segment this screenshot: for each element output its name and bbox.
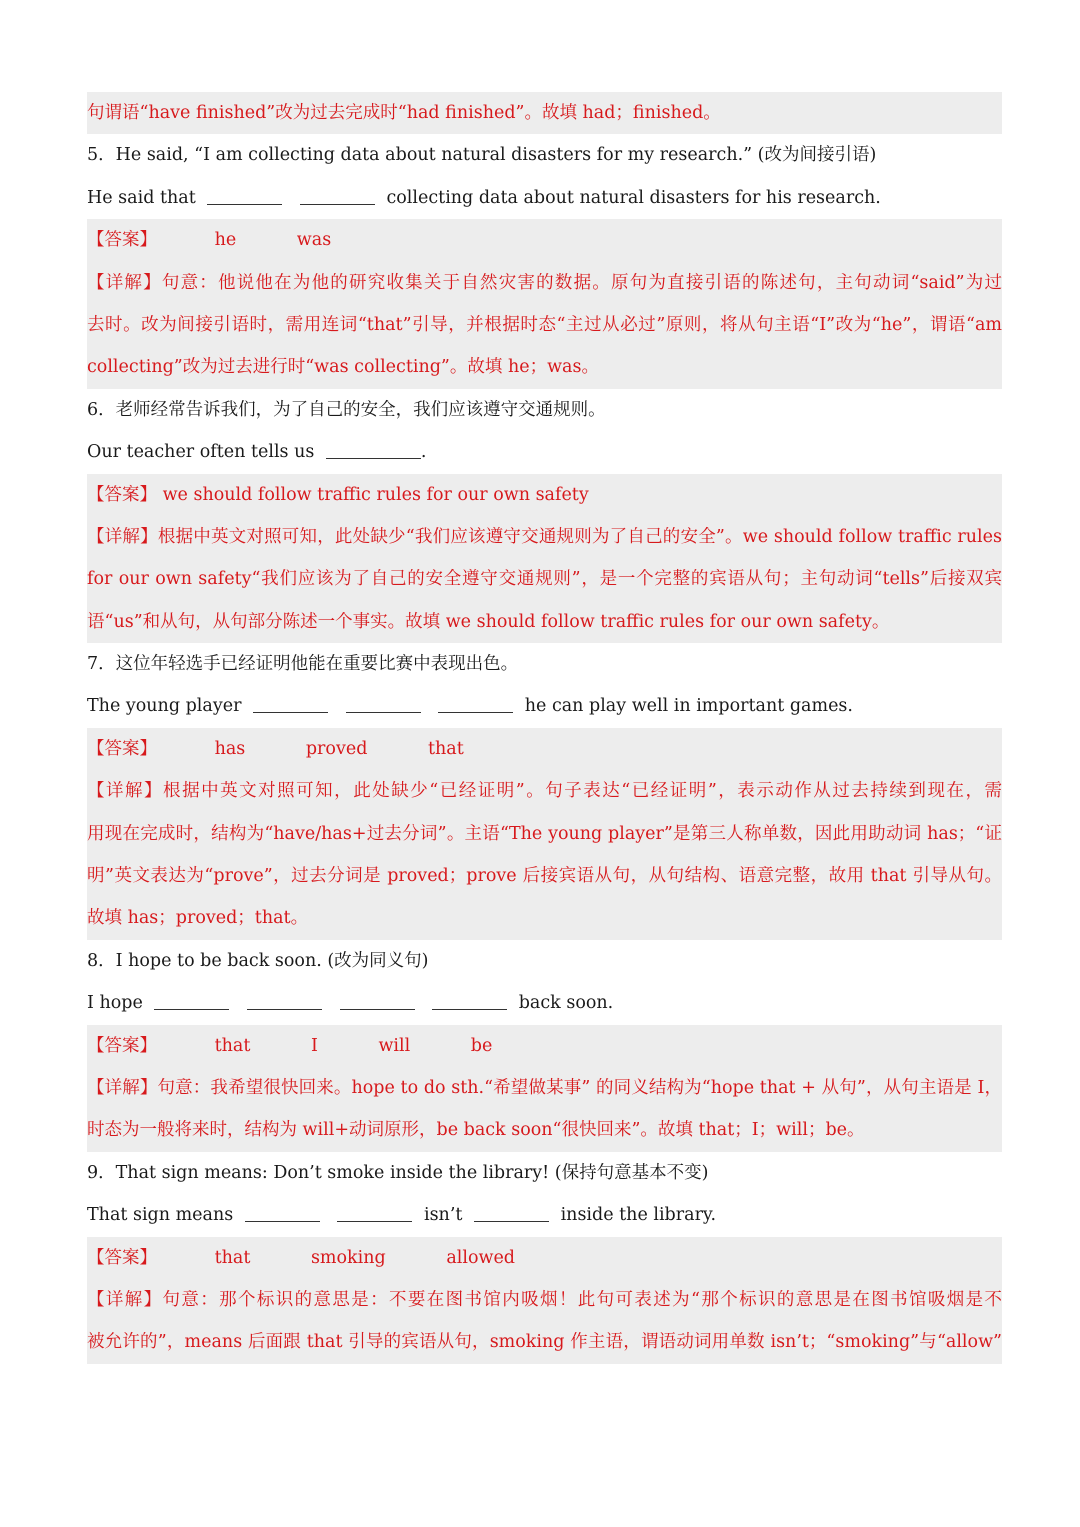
question-7-fill bbox=[87, 685, 1002, 727]
answer-word: be bbox=[470, 1035, 493, 1056]
answer-label: 【答案】 bbox=[87, 1035, 157, 1056]
detail-9-line-2: 被允许的”，means 后面跟 that 引导的宾语从句，smoking 作主语，谓语动词用单数 isn’t；“smoking”与“allow” bbox=[87, 1321, 1002, 1363]
fill-text-before: He said that bbox=[87, 187, 196, 208]
fill-text-middle: isn’t bbox=[423, 1205, 463, 1226]
answer-blank bbox=[300, 186, 375, 205]
fill-text-before: Our teacher often tells us bbox=[87, 442, 315, 463]
detail-6-line-2: for our own safety“我们应该为了自己的安全遵守交通规则”，是一个完整的宾语从句；主句动词“tells”后接双宾 bbox=[87, 558, 1002, 600]
question-5: 5．He said, “I am collecting data about natural disasters for my research.” (改为间接引语) bbox=[87, 145, 877, 166]
previous-explanation-tail: 句谓语“have finished”改为过去完成时“had finished”。故填 had；finished。 bbox=[87, 92, 1002, 134]
answer-blank bbox=[474, 1203, 549, 1222]
fill-text-after: back soon. bbox=[518, 993, 614, 1014]
answer-blank bbox=[207, 186, 282, 205]
answer-row-7 bbox=[87, 728, 1002, 770]
detail-6-line-1: 【详解】根据中英文对照可知，此处缺少“我们应该遵守交通规则为了自己的安全”。we should follow traffic rules bbox=[87, 516, 1002, 558]
fill-text-before: I hope bbox=[87, 993, 143, 1014]
question-6: 6．老师经常告诉我们，为了自己的安全，我们应该遵守交通规则。 bbox=[87, 399, 606, 420]
question-8-fill bbox=[87, 982, 1002, 1024]
answer-blank bbox=[438, 694, 513, 713]
answer-word: he bbox=[214, 230, 237, 251]
question-5-fill bbox=[87, 177, 1002, 219]
fill-text-after: collecting data about natural disasters for his research. bbox=[386, 187, 881, 208]
answer-word: has bbox=[214, 738, 246, 759]
answer-row-9 bbox=[87, 1237, 1002, 1279]
detail-7-line-1: 【详解】根据中英文对照可知，此处缺少“已经证明”。句子表达“已经证明”，表示动作从过去持续到现在，需 bbox=[87, 770, 1002, 812]
answer-label: 【答案】 bbox=[87, 1247, 157, 1268]
answer-label: 【答案】 bbox=[87, 484, 157, 505]
detail-8-line-2: 时态为一般将来时，结构为 will+动词原形，be back soon“很快回来”。故填 that；I；will；be。 bbox=[87, 1109, 1002, 1151]
answer-word: will bbox=[378, 1035, 411, 1056]
question-6-fill bbox=[87, 431, 1002, 473]
question-9: 9．That sign means: Don’t smoke inside the library! (保持句意基本不变) bbox=[87, 1162, 709, 1183]
answer-row-8 bbox=[87, 1025, 1002, 1067]
fill-text-after: . bbox=[420, 442, 427, 463]
answer-row-6 bbox=[87, 474, 1002, 516]
answer-label: 【答案】 bbox=[87, 230, 157, 251]
question-7: 7．这位年轻选手已经证明他能在重要比赛中表现出色。 bbox=[87, 654, 519, 675]
question-9-fill bbox=[87, 1194, 1002, 1236]
detail-5-line-3: collecting”改为过去进行时“was collecting”。故填 he；was。 bbox=[87, 346, 1002, 388]
detail-7-line-2: 用现在完成时，结构为“have/has+过去分词”。主语“The young player”是第三人称单数，因此用助动词 has；“证 bbox=[87, 813, 1002, 855]
answer-word: proved bbox=[305, 738, 368, 759]
detail-5-line-1: 【详解】句意：他说他在为他的研究收集关于自然灾害的数据。原句为直接引语的陈述句，主句动词“said”为过 bbox=[87, 262, 1002, 304]
answer-row-5 bbox=[87, 219, 1002, 261]
answer-blank bbox=[253, 694, 328, 713]
answer-blank bbox=[326, 440, 421, 459]
answer-word: that bbox=[214, 1035, 251, 1056]
answer-word: that bbox=[427, 738, 464, 759]
answer-word: that bbox=[214, 1247, 251, 1268]
detail-7-line-4: 故填 has；proved；that。 bbox=[87, 897, 1002, 939]
question-8: 8．I hope to be back soon. (改为同义句) bbox=[87, 950, 429, 971]
answer-blank bbox=[432, 991, 507, 1010]
answer-word: smoking bbox=[310, 1247, 386, 1268]
answer-label: 【答案】 bbox=[87, 738, 157, 759]
answer-blank bbox=[340, 991, 415, 1010]
answer-word: allowed bbox=[446, 1247, 516, 1268]
answer-word: I bbox=[310, 1035, 318, 1056]
detail-7-line-3: 明”英文表达为“prove”，过去分词是 proved；prove 后接宾语从句，从句结构、语意完整，故用 that 引导从句。 bbox=[87, 855, 1002, 897]
fill-text-after: inside the library. bbox=[560, 1205, 717, 1226]
fill-text-after: he can play well in important games. bbox=[524, 696, 853, 717]
answer-blank bbox=[337, 1203, 412, 1222]
document-content bbox=[87, 92, 1002, 1364]
fill-text-before: The young player bbox=[87, 696, 242, 717]
answer-text: we should follow traffic rules for our own safety bbox=[162, 484, 589, 505]
answer-blank bbox=[154, 991, 229, 1010]
answer-blank bbox=[346, 694, 421, 713]
detail-5-line-2: 去时。改为间接引语时，需用连词“that”引导，并根据时态“主过从必过”原则，将从句主语“I”改为“he”，谓语“am bbox=[87, 304, 1002, 346]
answer-blank bbox=[247, 991, 322, 1010]
detail-9-line-1: 【详解】句意：那个标识的意思是：不要在图书馆内吸烟！此句可表述为“那个标识的意思是在图书馆吸烟是不 bbox=[87, 1279, 1002, 1321]
answer-word: was bbox=[296, 230, 332, 251]
fill-text-before: That sign means bbox=[87, 1205, 234, 1226]
detail-6-line-3: 语“us”和从句，从句部分陈述一个事实。故填 we should follow traffic rules for our own safety。 bbox=[87, 601, 1002, 643]
answer-blank bbox=[245, 1203, 320, 1222]
detail-8-line-1: 【详解】句意：我希望很快回来。hope to do sth.“希望做某事” 的同义结构为“hope that + 从句”，从句主语是 I， bbox=[87, 1067, 1002, 1109]
